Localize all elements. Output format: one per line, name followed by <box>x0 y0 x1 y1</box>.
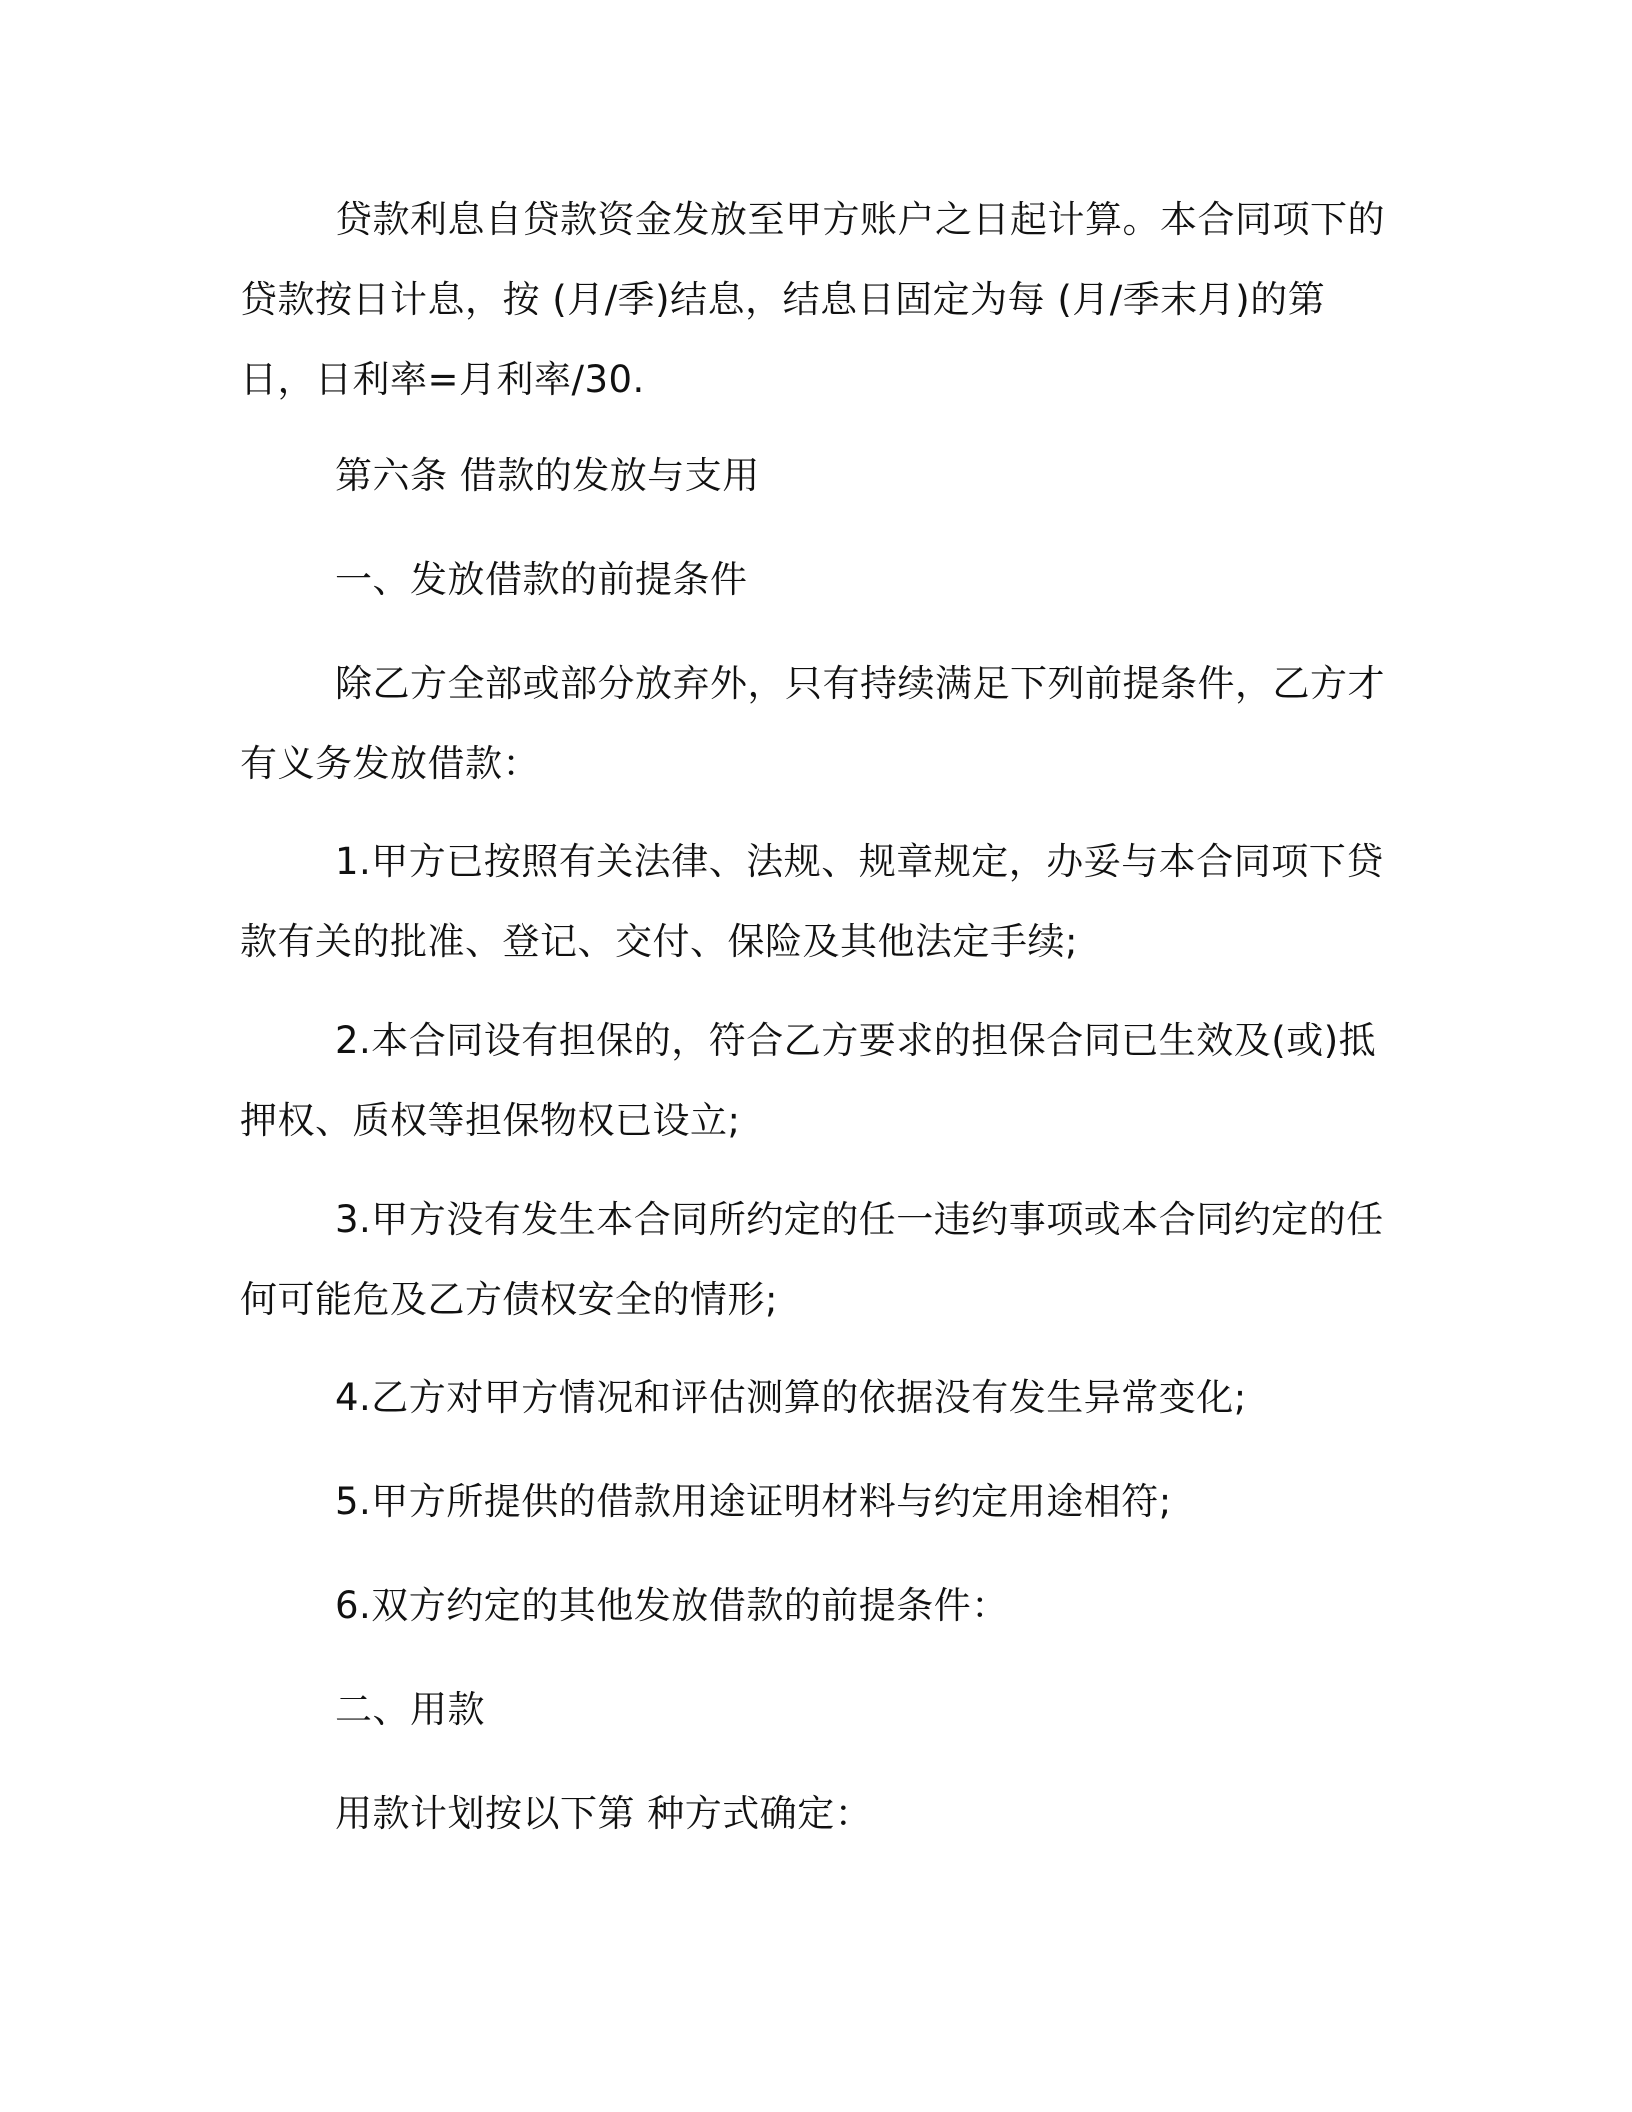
list-item-condition-5: 5.甲方所提供的借款用途证明材料与约定用途相符; <box>335 1480 1172 1523</box>
list-item-condition-2: 2.本合同设有担保的，符合乙方要求的担保合同已生效及(或)抵押权、质权等担保物权已设立; <box>240 1019 1377 1142</box>
heading-article-six: 第六条 借款的发放与支用 <box>335 454 760 497</box>
list-item-condition-3: 3.甲方没有发生本合同所约定的任一违约事项或本合同约定的任何可能危及乙方债权安全的情形; <box>240 1198 1384 1321</box>
list-item-condition-1: 1.甲方已按照有关法律、法规、规章规定，办妥与本合同项下贷款有关的批准、登记、交付、保险及其他法定手续; <box>240 840 1384 963</box>
paragraph-interest-calculation: 贷款利息自贷款资金发放至甲方账户之日起计算。本合同项下的贷款按日计息，按 (月/季)结息，结息日固定为每 (月/季末月)的第 日，日利率=月利率/30. <box>240 198 1385 401</box>
list-item-condition-4: 4.乙方对甲方情况和评估测算的依据没有发生异常变化; <box>335 1376 1247 1419</box>
paragraph-drawdown-plan: 用款计划按以下第 种方式确定： <box>335 1792 873 1835</box>
list-item-condition-6: 6.双方约定的其他发放借款的前提条件： <box>335 1584 1009 1627</box>
heading-preconditions: 一、发放借款的前提条件 <box>335 558 748 601</box>
paragraph-preconditions-intro: 除乙方全部或部分放弃外，只有持续满足下列前提条件，乙方才有义务发放借款： <box>240 662 1385 785</box>
heading-drawdown: 二、用款 <box>335 1688 485 1731</box>
